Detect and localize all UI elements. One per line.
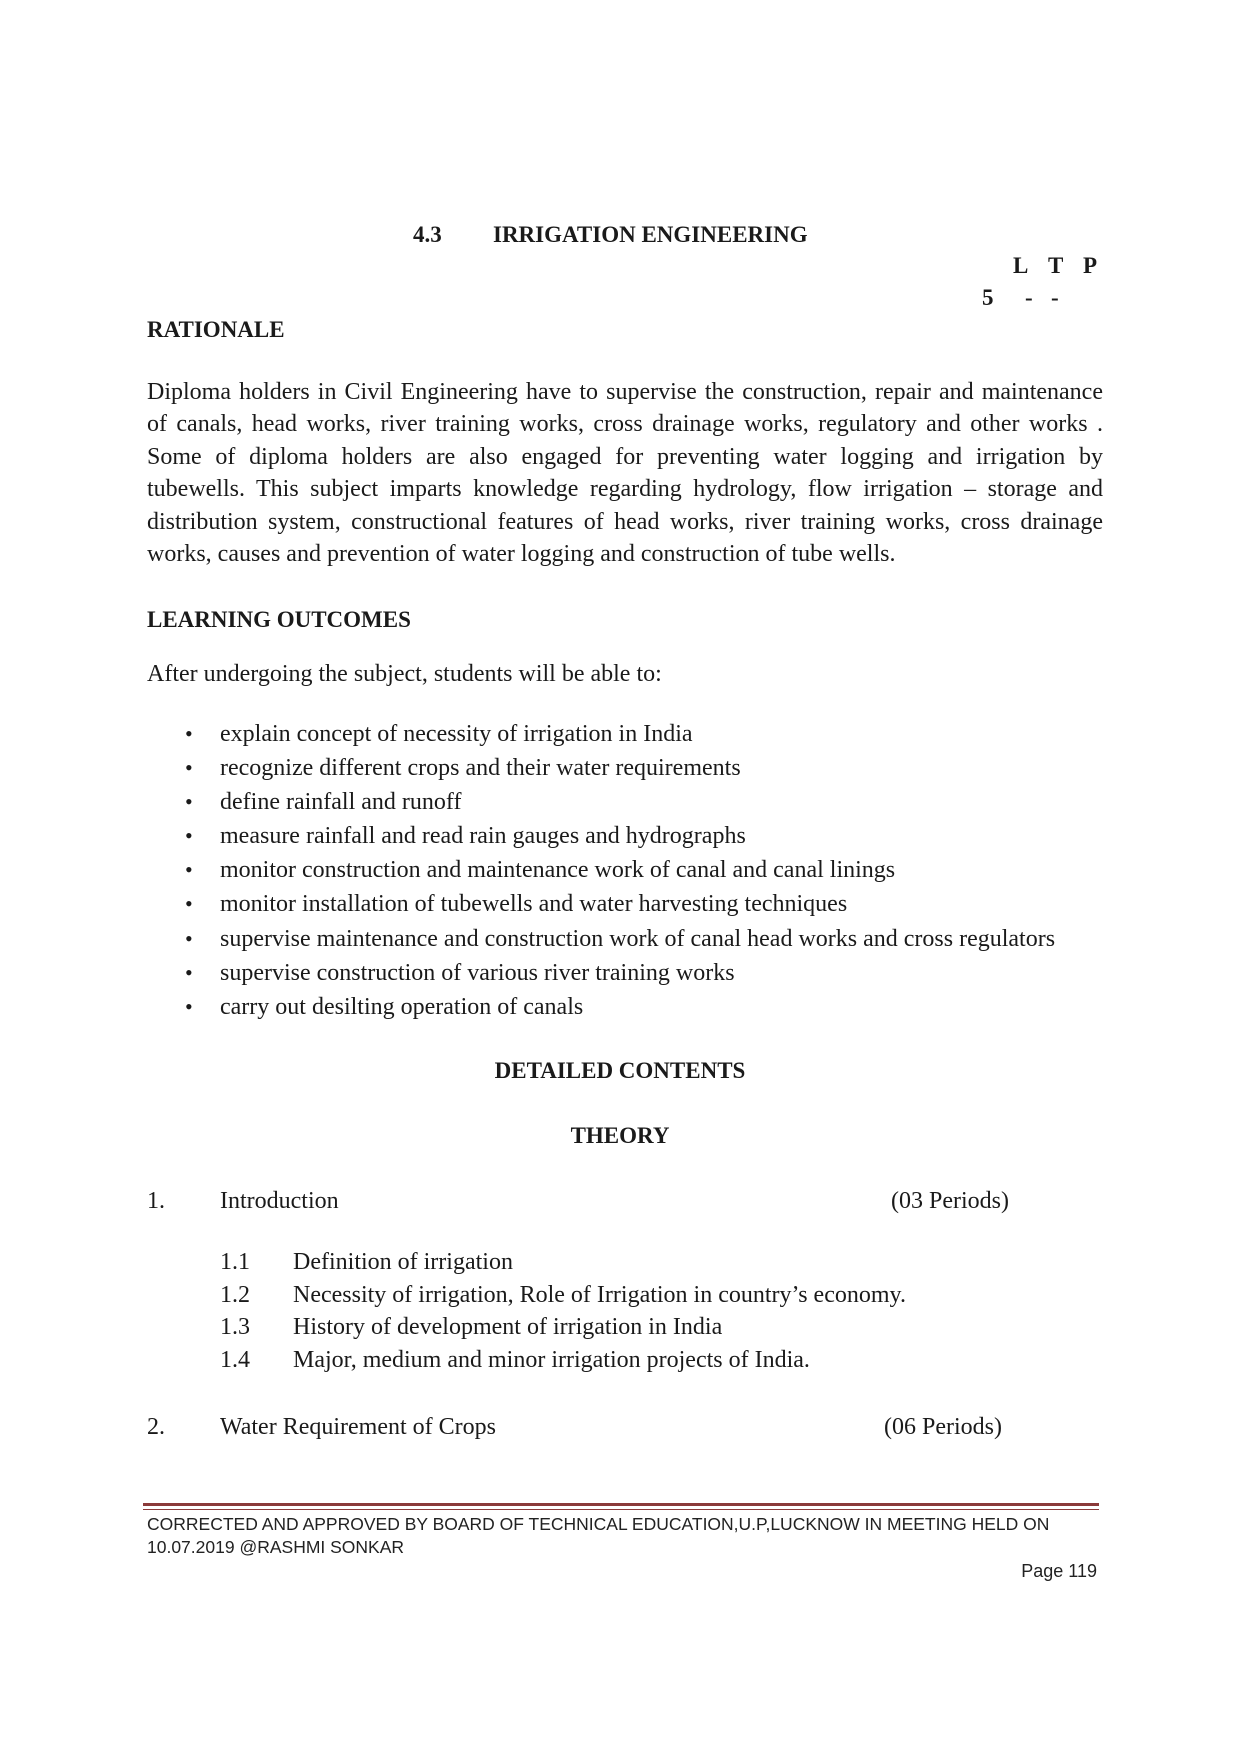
learning-outcomes-list [147, 717, 1055, 1024]
topic-number: 1. [147, 1188, 165, 1214]
page-number: Page 119 [1021, 1561, 1097, 1581]
list-item: • monitor installation of tubewells and water harvesting techniques [147, 887, 1055, 921]
list-item: • explain concept of necessity of irrigation in India [147, 717, 1055, 751]
list-item: • recognize different crops and their water requirements [147, 751, 1055, 785]
topic-row [147, 1411, 1047, 1443]
topic-number: 2. [147, 1414, 165, 1440]
ltp-value-l: 5 [982, 285, 994, 310]
list-item: • carry out desilting operation of canals [147, 990, 1055, 1024]
footer-line-2: 10.07.2019 @RASHMI SONKAR [147, 1537, 405, 1557]
subtopic-title: Necessity of irrigation, Role of Irrigation in country’s economy. [293, 1281, 906, 1308]
subtopic-title: Major, medium and minor irrigation projects of India. [293, 1346, 810, 1373]
footer-note [147, 1513, 1107, 1559]
footer-rule-thin [143, 1509, 1099, 1510]
subtopic-number: 1.1 [220, 1249, 250, 1275]
topic-title: Water Requirement of Crops [220, 1414, 496, 1440]
subtopic-title: Definition of irrigation [293, 1249, 513, 1275]
ltp-header-l: L [1013, 253, 1029, 278]
ltp-header-t: T [1048, 253, 1064, 278]
list-item: • measure rainfall and read rain gauges and hydrographs [147, 819, 1055, 853]
subtopic-number: 1.2 [220, 1281, 250, 1308]
topic-title: Introduction [220, 1188, 339, 1214]
course-title: IRRIGATION ENGINEERING [493, 222, 808, 247]
subtopic-number: 1.3 [220, 1314, 250, 1340]
ltp-value-p: - [1051, 285, 1059, 310]
ltp-header-p: P [1083, 253, 1098, 278]
rationale-text: Diploma holders in Civil Engineering have to supervise the construction, repair and maintenance of canals, head works, river training works, cross drainage works, regulatory and other works . Some of diploma holders are also engaged for preventing water logging and irrigation by tubewells. This subject imparts knowledge regarding hydrology, flow irrigation – storage and distribution system, constructional features of head works, river training works, cross drainage works, causes and prevention of water logging and construction of tube wells. [147, 379, 1103, 568]
learning-outcomes-heading: LEARNING OUTCOMES [147, 607, 411, 632]
list-item: • monitor construction and maintenance work of canal and canal linings [147, 853, 1055, 887]
topic-periods: (03 Periods) [891, 1188, 1009, 1214]
topic-periods: (06 Periods) [884, 1414, 1002, 1440]
footer-line-1: CORRECTED AND APPROVED BY BOARD OF TECHNICAL EDUCATION,U.P,LUCKNOW IN MEETING HELD ON [147, 1514, 1050, 1534]
ltp-value-t: - [1025, 285, 1033, 310]
footer-rule [143, 1503, 1099, 1506]
list-item: • supervise maintenance and construction work of canal head works and cross regulators [147, 922, 1055, 956]
course-number: 4.3 [413, 222, 442, 247]
list-item: • define rainfall and runoff [147, 785, 1055, 819]
rationale-heading: RATIONALE [147, 317, 285, 342]
detailed-contents-heading: DETAILED CONTENTS [494, 1058, 746, 1083]
topic-row [147, 1185, 1047, 1217]
subtopic-title: History of development of irrigation in India [293, 1314, 723, 1340]
subtopic-number: 1.4 [220, 1346, 250, 1373]
theory-heading: THEORY [570, 1123, 670, 1148]
list-item: • supervise construction of various river training works [147, 956, 1055, 990]
learning-outcomes-intro: After undergoing the subject, students will be able to: [147, 661, 662, 687]
